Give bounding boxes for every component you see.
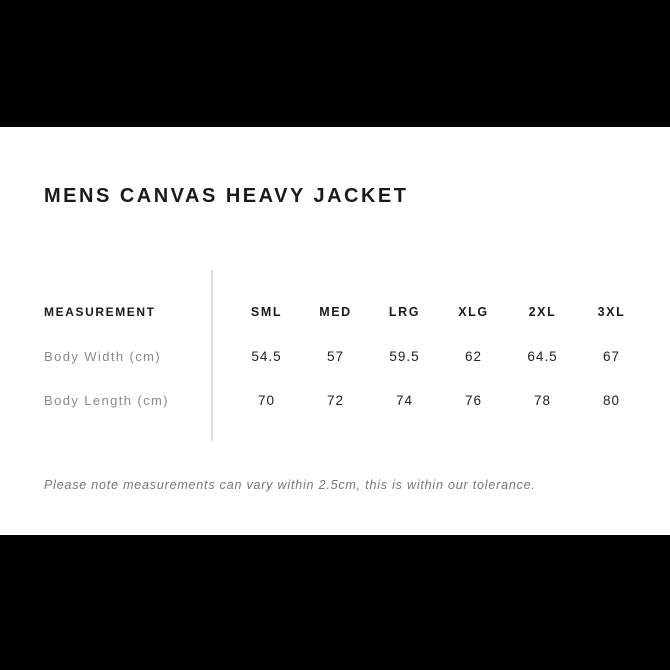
tolerance-note: Please note measurements can vary within 2.5cm, this is within our tolerance.: [44, 478, 536, 492]
table-row-body-width: [44, 334, 646, 378]
table-divider: [211, 270, 213, 441]
size-column-header-xlg: XLG: [458, 305, 489, 319]
measurement-header: MEASUREMENT: [44, 305, 156, 319]
row-label-body-length: Body Length (cm): [44, 392, 170, 408]
body-length-value-sml: 70: [257, 392, 276, 408]
size-chart-table: [44, 270, 646, 441]
product-title: MENS CANVAS HEAVY JACKET: [44, 185, 409, 207]
body-length-value-3xl: 80: [602, 392, 621, 408]
size-column-header-med: MED: [319, 305, 352, 319]
body-width-value-lrg: 59.5: [389, 348, 420, 364]
body-length-value-3xl: 78: [533, 392, 552, 408]
size-column-header-2xl: 2XL: [528, 305, 557, 319]
body-width-value-sml: 54.5: [251, 348, 282, 364]
row-label-body-width: Body Width (cm): [44, 348, 162, 364]
body-width-value-3xl: 67: [602, 348, 621, 364]
size-guide-panel: [0, 127, 670, 535]
body-length-value-lrg: 74: [395, 392, 414, 408]
bottom-overlay-bar: [0, 535, 670, 670]
size-column-header-sml: SML: [250, 305, 283, 319]
table-header-row: [44, 290, 646, 334]
body-width-value-med: 57: [326, 348, 345, 364]
size-column-header-3xl: 3XL: [597, 305, 626, 319]
body-length-value-med: 72: [326, 392, 345, 408]
body-width-value-xlg: 62: [464, 348, 483, 364]
body-width-value-2xl: 64.5: [527, 348, 558, 364]
size-column-header-lrg: LRG: [388, 305, 421, 319]
top-overlay-bar: [0, 0, 670, 127]
body-length-value-xlg: 76: [464, 392, 483, 408]
table-row-body-length: [44, 378, 646, 422]
